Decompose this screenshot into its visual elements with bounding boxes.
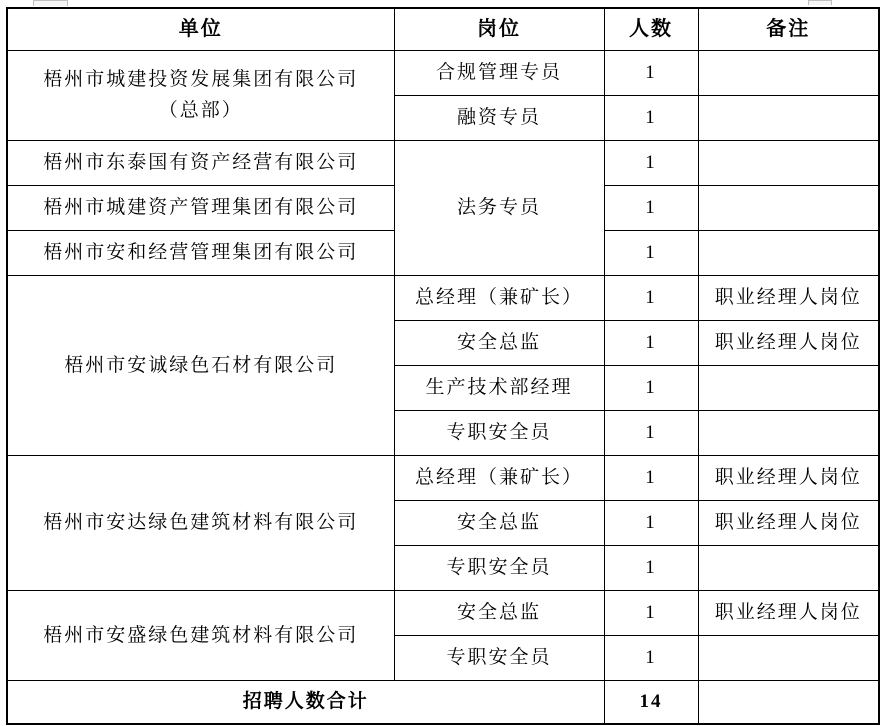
unit-name-line2: （总部） — [158, 100, 243, 121]
header-remark: 备注 — [698, 8, 879, 50]
top-edge-crop-artifact — [808, 0, 832, 5]
count-cell: 1 — [604, 455, 698, 500]
remark-cell: 职业经理人岗位 — [698, 320, 879, 365]
remark-cell — [698, 185, 879, 230]
remark-cell: 职业经理人岗位 — [698, 455, 879, 500]
header-unit: 单位 — [7, 8, 394, 50]
position-cell: 生产技术部经理 — [394, 365, 604, 410]
total-count-cell: 14 — [604, 680, 698, 724]
count-cell: 1 — [604, 95, 698, 140]
position-cell: 总经理（兼矿长） — [394, 275, 604, 320]
position-cell: 安全总监 — [394, 320, 604, 365]
count-cell: 1 — [604, 410, 698, 455]
unit-cell: 梧州市安达绿色建筑材料有限公司 — [7, 455, 394, 590]
position-cell: 专职安全员 — [394, 410, 604, 455]
remark-cell: 职业经理人岗位 — [698, 500, 879, 545]
remark-cell — [698, 95, 879, 140]
position-cell: 专职安全员 — [394, 635, 604, 680]
header-position: 岗位 — [394, 8, 604, 50]
table-row — [7, 455, 879, 500]
remark-cell — [698, 230, 879, 275]
position-cell: 安全总监 — [394, 590, 604, 635]
unit-cell: 梧州市城建资产管理集团有限公司 — [7, 185, 394, 230]
count-cell: 1 — [604, 635, 698, 680]
remark-cell — [698, 635, 879, 680]
position-cell: 合规管理专员 — [394, 50, 604, 95]
table-row — [7, 590, 879, 635]
table-row — [7, 50, 879, 95]
total-remark-cell — [698, 680, 879, 724]
count-cell: 1 — [604, 590, 698, 635]
unit-cell: 梧州市东泰国有资产经营有限公司 — [7, 140, 394, 185]
count-cell: 1 — [604, 365, 698, 410]
remark-cell — [698, 410, 879, 455]
unit-cell: 梧州市安诚绿色石材有限公司 — [7, 275, 394, 455]
position-cell: 法务专员 — [394, 140, 604, 275]
count-cell: 1 — [604, 545, 698, 590]
unit-cell — [7, 50, 394, 140]
count-cell: 1 — [604, 140, 698, 185]
remark-cell — [698, 140, 879, 185]
unit-name-line1: 梧州市城建投资发展集团有限公司 — [43, 69, 359, 90]
remark-cell — [698, 365, 879, 410]
table-row — [7, 140, 879, 185]
table-row — [7, 275, 879, 320]
count-cell: 1 — [604, 50, 698, 95]
remark-cell: 职业经理人岗位 — [698, 275, 879, 320]
position-cell: 专职安全员 — [394, 545, 604, 590]
header-count: 人数 — [604, 8, 698, 50]
position-cell: 融资专员 — [394, 95, 604, 140]
count-cell: 1 — [604, 275, 698, 320]
unit-cell: 梧州市安和经营管理集团有限公司 — [7, 230, 394, 275]
position-cell: 总经理（兼矿长） — [394, 455, 604, 500]
count-cell: 1 — [604, 500, 698, 545]
remark-cell — [698, 545, 879, 590]
count-cell: 1 — [604, 230, 698, 275]
total-label-cell: 招聘人数合计 — [7, 680, 604, 724]
unit-cell: 梧州市安盛绿色建筑材料有限公司 — [7, 590, 394, 680]
count-cell: 1 — [604, 185, 698, 230]
recruitment-positions-table — [6, 7, 880, 725]
count-cell: 1 — [604, 320, 698, 365]
position-cell: 安全总监 — [394, 500, 604, 545]
header-row — [7, 8, 879, 50]
top-edge-crop-artifact — [33, 0, 68, 6]
remark-cell: 职业经理人岗位 — [698, 590, 879, 635]
remark-cell — [698, 50, 879, 95]
total-row — [7, 680, 879, 724]
